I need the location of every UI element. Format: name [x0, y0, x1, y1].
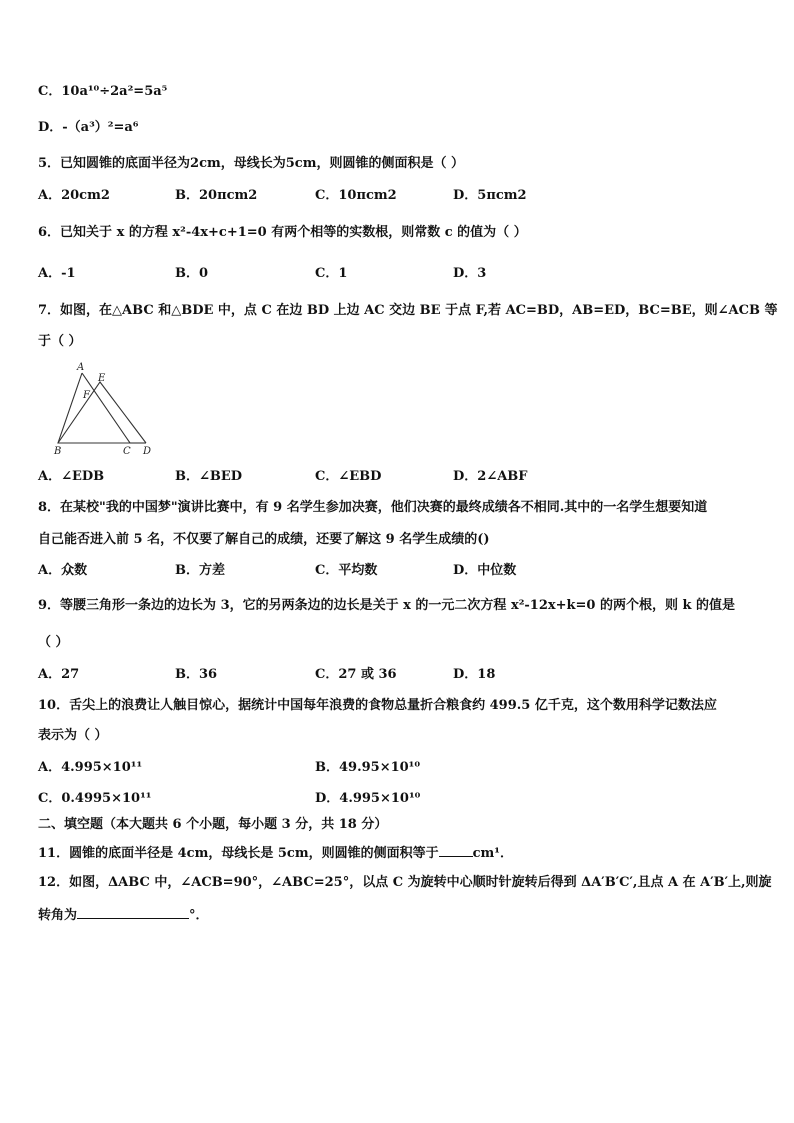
question-8-option-d: D．中位数: [453, 563, 517, 578]
option-d-previous: D．-（a³）²=a⁶: [38, 120, 139, 135]
question-5-stem: 5．已知圆锥的底面半径为2cm，母线长为5cm，则圆锥的侧面积是（ ）: [38, 156, 465, 171]
question-10-option-a: A．4.995×10¹¹: [38, 760, 143, 775]
question-12-answer-blank[interactable]: [77, 906, 189, 919]
question-7-option-d: D．2∠ABF: [453, 469, 528, 484]
question-9-stem-line-1: 9．等腰三角形一条边的边长为 3，它的另两条边的边长是关于 x 的一元二次方程 x²-12x+k=0 的两个根，则 k 的值是: [38, 598, 736, 613]
triangle-bde: [58, 382, 146, 443]
question-9-option-c: C．27 或 36: [315, 667, 397, 682]
question-9-option-a: A．27: [38, 667, 80, 682]
question-6-option-b: B．0: [175, 266, 209, 281]
question-5-option-c: C．10πcm2: [315, 188, 397, 203]
question-7-option-c: C．∠EBD: [315, 469, 382, 484]
section-2-heading: 二、填空题（本大题共 6 个小题，每小题 3 分，共 18 分）: [38, 817, 388, 832]
question-7-stem-line-2: 于（ ）: [38, 334, 82, 349]
question-7-option-b: B．∠BED: [175, 469, 243, 484]
label-d: D: [143, 446, 152, 456]
question-5-option-d: D．5πcm2: [453, 188, 527, 203]
question-10-option-c: C．0.4995×10¹¹: [38, 791, 152, 806]
triangle-figure: [48, 360, 152, 456]
question-10-option-d: D．4.995×10¹⁰: [315, 791, 421, 806]
question-12-stem-line-2: [38, 906, 209, 924]
question-9-option-d: D．18: [453, 667, 496, 682]
question-12-stem-line-1: 12．如图，ΔABC 中，∠ACB=90°，∠ABC=25°，以点 C 为旋转中心顺时针旋转后得到 ΔA′B′C′,且点 A 在 A′B′上,则旋: [38, 875, 772, 890]
question-12-text-after: °．: [189, 908, 209, 923]
question-8-stem-line-1: 8．在某校"我的中国梦"演讲比赛中，有 9 名学生参加决赛，他们决赛的最终成绩各不相同.其中的一名学生想要知道: [38, 500, 708, 515]
question-9-option-b: B．36: [175, 667, 218, 682]
question-7-option-a: A．∠EDB: [38, 469, 105, 484]
question-7-stem-line-1: 7．如图，在△ABC 和△BDE 中，点 C 在边 BD 上边 AC 交边 BE 于点 F,若 AC=BD，AB=ED，BC=BE，则∠ACB 等: [38, 303, 778, 318]
label-c: C: [123, 446, 131, 456]
question-10-option-b: B．49.95×10¹⁰: [315, 760, 421, 775]
question-10-stem-line-1: 10．舌尖上的浪费让人触目惊心，据统计中国每年浪费的食物总量折合粮食约 499.5 亿千克，这个数用科学记数法应: [38, 698, 717, 713]
question-11-text-after: cm¹．: [472, 846, 513, 861]
question-5-option-b: B．20πcm2: [175, 188, 258, 203]
question-11-text-before: 11．圆锥的底面半径是 4cm，母线长是 5cm，则圆锥的侧面积等于: [38, 846, 439, 861]
label-a: A: [77, 362, 85, 373]
question-11-answer-blank[interactable]: [439, 844, 473, 857]
question-12-text-before: 转角为: [38, 908, 78, 923]
question-6-option-c: C．1: [315, 266, 348, 281]
question-8-option-a: A．众数: [38, 563, 88, 578]
label-e: E: [98, 373, 106, 384]
question-9-stem-line-2: （ ）: [38, 635, 69, 650]
question-6-stem: 6．已知关于 x 的方程 x²-4x+c+1=0 有两个相等的实数根，则常数 c 的值为（ ）: [38, 225, 527, 240]
question-11-stem: [38, 844, 513, 862]
question-5-option-a: A．20cm2: [38, 188, 110, 203]
question-8-stem-line-2: 自己能否进入前 5 名，不仅要了解自己的成绩，还要了解这 9 名学生成绩的(): [38, 532, 490, 547]
question-8-option-c: C．平均数: [315, 563, 378, 578]
question-6-option-a: A．-1: [38, 266, 76, 281]
option-c-previous: C．10a¹⁰÷2a²=5a⁵: [38, 84, 168, 99]
label-b: B: [54, 446, 62, 456]
question-10-stem-line-2: 表示为（ ）: [38, 728, 108, 743]
label-f: F: [83, 390, 90, 401]
question-8-option-b: B．方差: [175, 563, 225, 578]
question-6-option-d: D．3: [453, 266, 487, 281]
